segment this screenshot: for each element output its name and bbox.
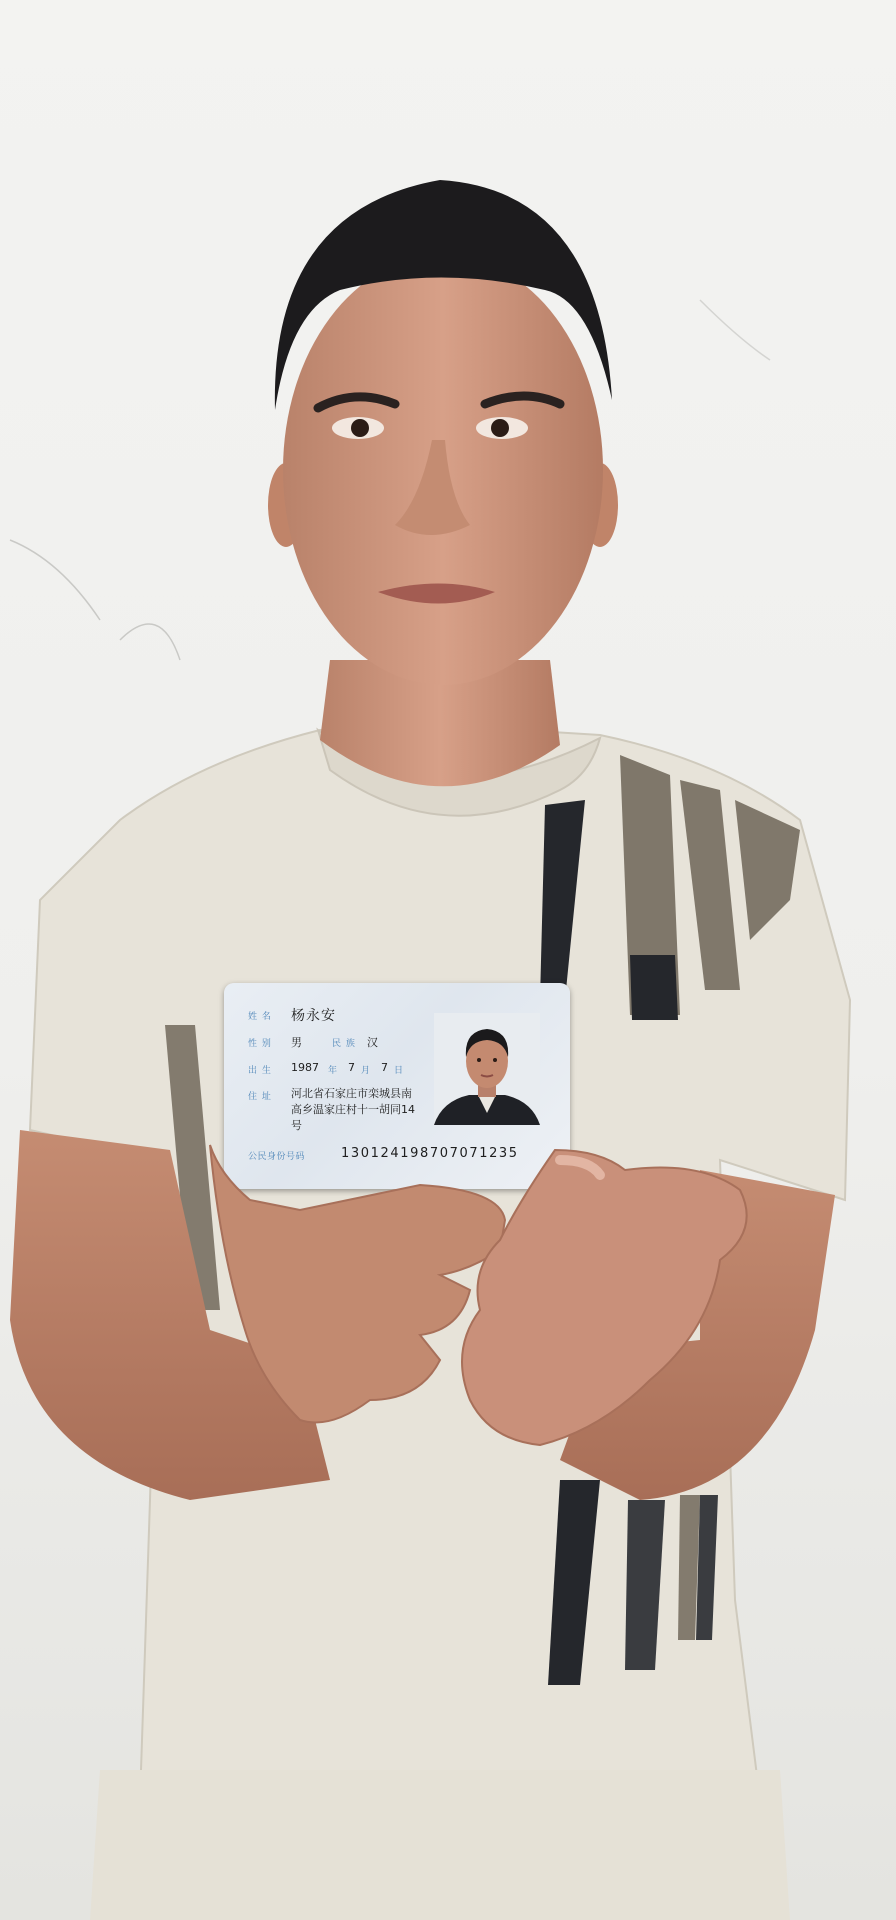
birth-day: 7: [381, 1061, 388, 1074]
address-line: 河北省石家庄市栾城县南: [291, 1087, 412, 1100]
address-label: 住 址: [248, 1092, 272, 1102]
birth-month-unit: 月: [361, 1066, 372, 1076]
gender-value: 男: [291, 1036, 302, 1049]
address-line: 高乡温家庄村十一胡同14: [291, 1103, 415, 1116]
birth-label: 出 生: [248, 1066, 272, 1076]
gender-label: 性 别: [248, 1039, 272, 1049]
ethnicity-value: 汉: [367, 1036, 378, 1049]
address-line: 号: [291, 1119, 302, 1132]
name-value: 杨永安: [291, 1008, 336, 1024]
ethnicity-label: 民 族: [332, 1039, 356, 1049]
id-number-label: 公民身份号码: [248, 1152, 306, 1162]
birth-year: 1987: [291, 1061, 319, 1074]
birth-month: 7: [348, 1061, 355, 1074]
birth-year-unit: 年: [328, 1066, 339, 1076]
birth-day-unit: 日: [394, 1066, 405, 1076]
name-label: 姓 名: [248, 1012, 272, 1022]
id-number-value: 130124198707071235: [341, 1146, 519, 1161]
